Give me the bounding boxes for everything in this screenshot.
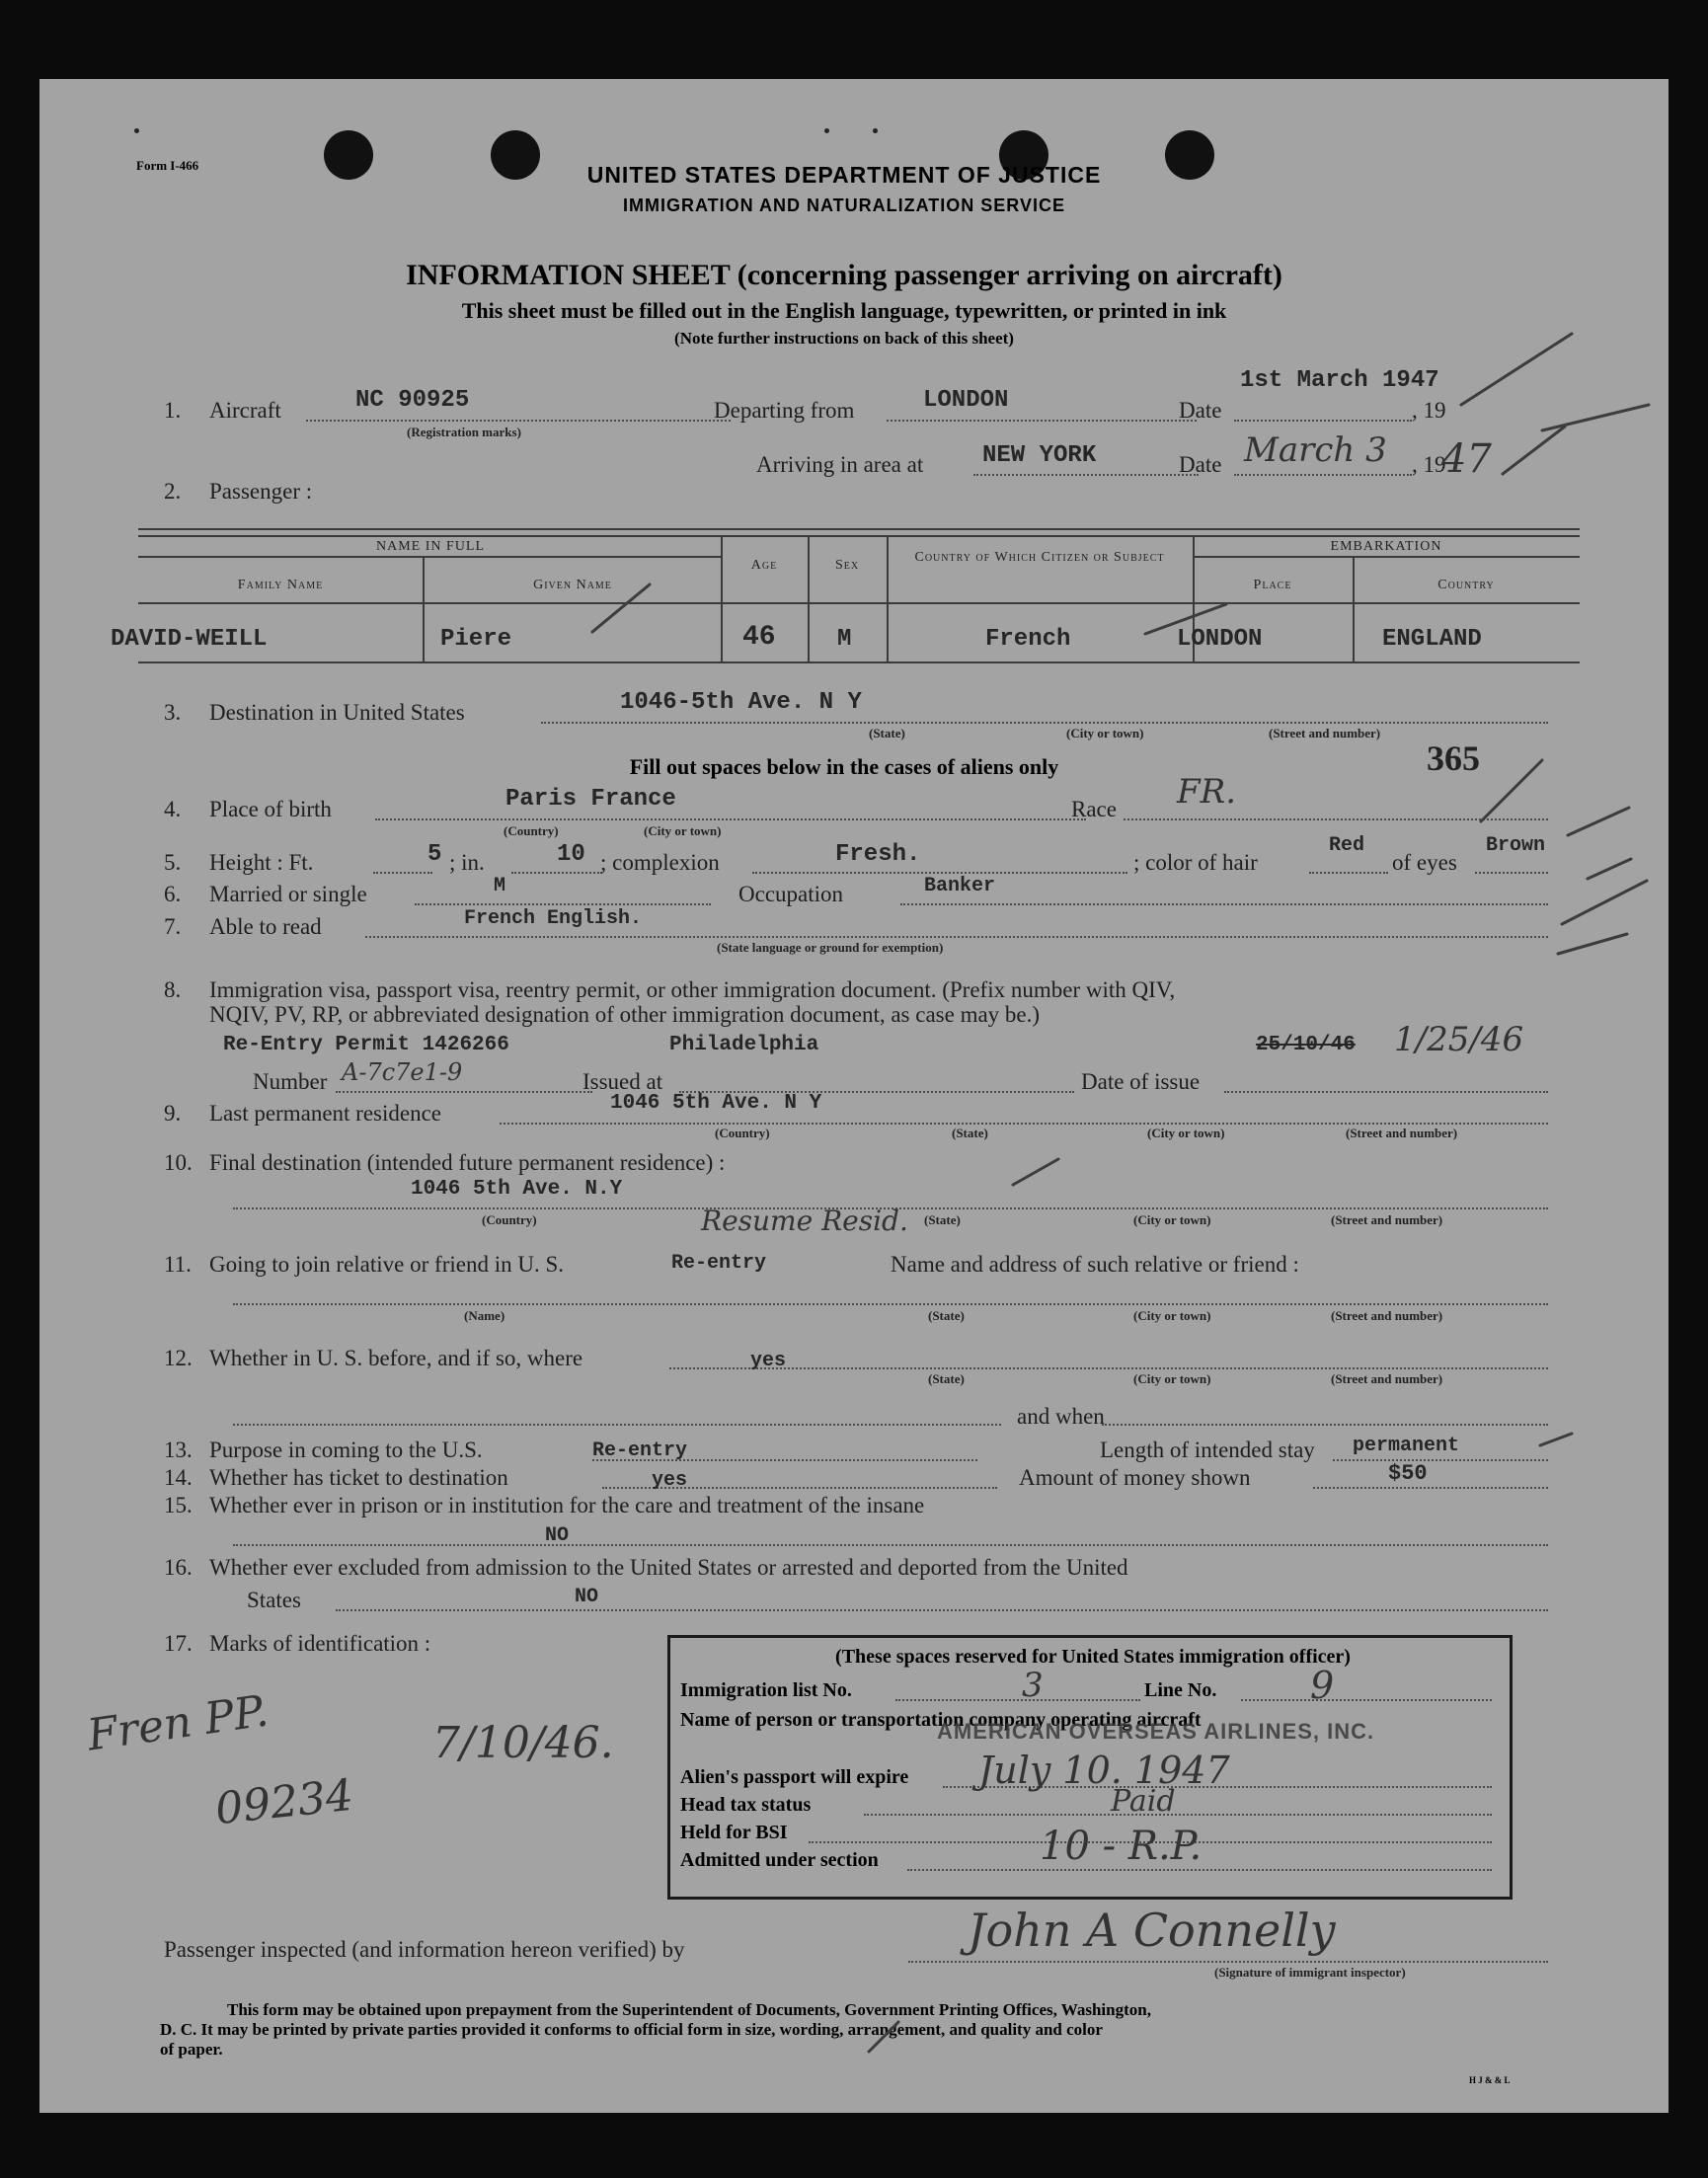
stay-line [1333, 1459, 1548, 1461]
residence-value: 1046 5th Ave. N Y [610, 1092, 822, 1115]
form-number: Form I-466 [136, 158, 199, 173]
departing-label: Departing from [714, 398, 855, 423]
head-tax-line [864, 1814, 1492, 1816]
departing-value: LONDON [923, 387, 1009, 414]
money-line [1313, 1487, 1548, 1489]
arriving-label: Arriving in area at [756, 452, 924, 477]
line-no-line [1241, 1699, 1492, 1701]
table-divider [1353, 556, 1355, 661]
stay-value: permanent [1353, 1435, 1460, 1457]
hair-line [1309, 872, 1388, 874]
speck [873, 128, 878, 133]
given-name-value: Piere [440, 626, 512, 653]
hair-label: ; color of hair [1133, 850, 1258, 875]
caption-street: (Street and number) [1346, 1126, 1458, 1140]
date-suffix: , 19 [1412, 398, 1446, 423]
item-number: 2. [164, 479, 182, 504]
occupation-line [900, 903, 1548, 905]
before-value: yes [750, 1350, 787, 1372]
form-sheet [39, 79, 1669, 2113]
passenger-label: Passenger : [209, 479, 313, 504]
caption-street: (Street and number) [1331, 1371, 1443, 1386]
speck [824, 128, 829, 133]
item-number: 11. [164, 1252, 192, 1277]
number-line [336, 1091, 592, 1093]
name-in-full-header: NAME IN FULL [376, 539, 485, 554]
table-rule [138, 602, 1580, 604]
race-value: FR. [1177, 772, 1236, 812]
inches-label: ; in. [449, 850, 485, 875]
residence-line [500, 1123, 1548, 1125]
date-value: 1st March 1947 [1240, 367, 1439, 394]
date2-year: 47 [1441, 436, 1492, 482]
caption-state: (State) [869, 726, 905, 740]
caption-street: (Street and number) [1331, 1308, 1443, 1323]
punch-hole [324, 130, 373, 180]
residence-label: Last permanent residence [209, 1101, 441, 1126]
ticket-label: Whether has ticket to destination [209, 1465, 508, 1490]
table-divider [808, 535, 810, 661]
arriving-value: NEW YORK [982, 442, 1097, 469]
caption-state: (State) [928, 1308, 965, 1323]
marks-label: Marks of identification : [209, 1631, 431, 1656]
complexion-label: ; complexion [600, 850, 720, 875]
read-line [365, 936, 1548, 938]
hair-value: Red [1329, 834, 1365, 857]
purpose-label: Purpose in coming to the U.S. [209, 1438, 483, 1462]
item-number: 17. [164, 1631, 193, 1656]
feet-value: 5 [427, 841, 442, 868]
caption-state: (State) [928, 1371, 965, 1386]
item-number: 10. [164, 1150, 193, 1175]
table-divider [423, 556, 425, 661]
item-number: 8. [164, 977, 182, 1002]
caption-city: (City or town) [644, 823, 722, 838]
feet-line [373, 872, 432, 874]
visa-place-value: Philadelphia [669, 1034, 819, 1056]
sex-header: Sex [834, 558, 860, 573]
head-tax-label: Head tax status [680, 1794, 812, 1816]
table-divider [721, 535, 723, 661]
caption-street: (Street and number) [1269, 726, 1381, 740]
side-number: 365 [1427, 739, 1480, 778]
date2-suffix: , 19 [1412, 452, 1446, 477]
destination-line [541, 722, 1548, 724]
sex-value: M [837, 626, 852, 653]
date-label: Date [1179, 398, 1222, 423]
before-line2 [233, 1424, 1001, 1426]
citizen-header: Country of Which Citizen or Subject [914, 550, 1165, 565]
purpose-value: Re-entry [592, 1439, 688, 1462]
item-number: 5. [164, 850, 182, 875]
married-line [415, 903, 711, 905]
married-value: M [494, 875, 506, 897]
transport-label: Name of person or transportation company operating aircraft [680, 1709, 1202, 1731]
date2-value: March 3 [1244, 430, 1387, 470]
table-rule [1193, 556, 1580, 558]
embarkation-place-value: LONDON [1177, 626, 1263, 653]
passport-label: Alien's passport will expire [680, 1766, 909, 1788]
given-name-header: Given Name [533, 578, 612, 592]
aircraft-label: Aircraft [209, 398, 281, 423]
printer-mark: H J & & L [1469, 2075, 1511, 2085]
item-number: 9. [164, 1101, 182, 1126]
complexion-value: Fresh. [835, 841, 921, 868]
transport-stamp: AMERICAN OVERSEAS AIRLINES, INC. [937, 1719, 1375, 1744]
signature: John A Connelly [968, 1904, 1336, 1957]
eyes-line [1475, 872, 1548, 874]
table-rule [138, 528, 1580, 530]
visa-doc-value: Re-Entry Permit 1426266 [223, 1034, 509, 1056]
excluded-value: NO [575, 1586, 599, 1608]
line-no-label: Line No. [1144, 1679, 1217, 1701]
caption-name: (Name) [464, 1308, 505, 1323]
list-value: 3 [1022, 1666, 1044, 1705]
bsi-label: Held for BSI [680, 1822, 788, 1843]
race-line [1124, 818, 1548, 820]
aircraft-value: NC 90925 [355, 387, 470, 414]
excluded-line [336, 1609, 1548, 1611]
race-label: Race [1071, 797, 1117, 821]
number-label: Number [253, 1069, 328, 1094]
item-number: 13. [164, 1438, 193, 1462]
officer-heading: (These spaces reserved for United States immigration officer) [835, 1646, 1351, 1668]
read-caption: (State language or ground for exemption) [717, 940, 944, 955]
age-header: Age [750, 558, 778, 573]
issue-date-label: Date of issue [1081, 1069, 1201, 1094]
stay-label: Length of intended stay [1100, 1438, 1315, 1462]
inspected-label: Passenger inspected (and information hereon verified) by [164, 1937, 685, 1962]
table-divider [887, 535, 889, 661]
destination-label: Destination in United States [209, 700, 465, 725]
punch-hole [1165, 130, 1214, 180]
list-line [895, 1699, 1140, 1701]
visa-line2: NQIV, PV, RP, or abbreviated designation of other immigration document, as case may be.) [209, 1002, 1041, 1027]
money-label: Amount of money shown [1019, 1465, 1251, 1490]
prison-value: NO [545, 1524, 570, 1547]
line-no-value: 9 [1310, 1664, 1335, 1707]
excluded-line1: Whether ever excluded from admission to the United States or arrested and deported from the United [209, 1555, 1128, 1580]
caption-street: (Street and number) [1331, 1212, 1443, 1227]
issue-date-line [1224, 1091, 1548, 1093]
signature-caption: (Signature of immigrant inspector) [1214, 1965, 1406, 1980]
married-label: Married or single [209, 882, 367, 906]
departing-line [887, 420, 1197, 422]
item-number: 3. [164, 700, 182, 725]
sheet-note: (Note further instructions on back of this sheet) [674, 329, 1014, 348]
family-name-header: Family Name [237, 578, 324, 592]
officer-box [667, 1635, 1513, 1900]
footer-line2: D. C. It may be printed by private parties provided it conforms to official form in size, wording, arrangement, and quality and color [160, 2020, 1103, 2039]
destination-value: 1046-5th Ave. N Y [620, 689, 862, 716]
family-name-value: DAVID-WEILL [111, 626, 268, 653]
date-line [1234, 420, 1412, 422]
when-line [1102, 1424, 1548, 1426]
complexion-line [752, 872, 1127, 874]
admitted-value: 10 - R.P. [1040, 1824, 1203, 1869]
visa-date-value: 25/10/46 [1256, 1034, 1356, 1056]
join-value: Re-entry [671, 1252, 767, 1275]
final-destination-value: 1046 5th Ave. N.Y [411, 1178, 623, 1201]
item-number: 14. [164, 1465, 193, 1490]
admitted-label: Admitted under section [680, 1849, 879, 1871]
admitted-line [907, 1869, 1492, 1871]
marks-handwritten3: 7/10/46. [432, 1718, 614, 1768]
inches-value: 10 [557, 841, 585, 868]
join-label2: Name and address of such relative or friend : [891, 1252, 1299, 1277]
read-value: French English. [464, 907, 643, 930]
punch-hole [491, 130, 540, 180]
age-value: 46 [742, 622, 776, 653]
department-title: UNITED STATES DEPARTMENT OF JUSTICE [586, 162, 1102, 188]
before-label: Whether in U. S. before, and if so, where [209, 1346, 583, 1370]
caption-city: (City or town) [1133, 1371, 1211, 1386]
caption-state: (State) [952, 1126, 988, 1140]
arriving-line [973, 474, 1199, 476]
footer-line1: This form may be obtained upon prepayment from the Superintendent of Documents, Government Printing Offices, Washington, [227, 2000, 1151, 2019]
item-number: 6. [164, 882, 182, 906]
service-title: IMMIGRATION AND NATURALIZATION SERVICE [623, 195, 1065, 215]
eyes-label: of eyes [1392, 850, 1457, 875]
ticket-value: yes [652, 1469, 688, 1492]
birthplace-value: Paris France [505, 786, 676, 813]
number-value: A-7c7e1-9 [342, 1058, 463, 1086]
final-destination-note: Resume Resid. [701, 1205, 908, 1237]
list-label: Immigration list No. [680, 1679, 852, 1701]
money-value: $50 [1388, 1461, 1428, 1486]
marks-handwritten1: Fren PP. [84, 1685, 272, 1761]
date2-label: Date [1179, 452, 1222, 477]
place-header: Place [1253, 578, 1292, 592]
when-label: and when [1017, 1404, 1105, 1429]
embarkation-header: EMBARKATION [1330, 539, 1442, 554]
caption-city: (City or town) [1147, 1126, 1225, 1140]
signature-line [908, 1961, 1548, 1963]
aircraft-line [306, 420, 731, 422]
marks-handwritten2: 09234 [212, 1769, 356, 1835]
birthplace-label: Place of birth [209, 797, 332, 821]
aliens-heading: Fill out spaces below in the cases of aliens only [629, 754, 1059, 779]
caption-city: (City or town) [1133, 1308, 1211, 1323]
final-destination-label: Final destination (intended future permanent residence) : [209, 1150, 726, 1175]
caption-country: (Country) [504, 823, 559, 838]
emb-country-header: Country [1437, 578, 1495, 592]
item-number: 1. [164, 398, 182, 423]
occupation-label: Occupation [738, 882, 844, 906]
caption-city: (City or town) [1133, 1212, 1211, 1227]
item-number: 4. [164, 797, 182, 821]
eyes-value: Brown [1486, 834, 1546, 857]
passport-value: July 10. 1947 [978, 1749, 1230, 1792]
read-label: Able to read [209, 914, 322, 939]
table-rule [138, 535, 1580, 537]
visa-line1: Immigration visa, passport visa, reentry permit, or other immigration document. (Prefix number with QIV, [209, 977, 1176, 1002]
before-line [669, 1367, 1548, 1369]
sheet-title: INFORMATION SHEET (concerning passenger arriving on aircraft) [406, 259, 1282, 291]
birthplace-line [375, 818, 1086, 820]
embarkation-country-value: ENGLAND [1382, 626, 1482, 653]
item-number: 12. [164, 1346, 193, 1370]
table-rule [138, 556, 721, 558]
footer-line3: of paper. [160, 2040, 223, 2059]
sheet-subtitle: This sheet must be filled out in the English language, typewritten, or printed in ink [461, 298, 1227, 323]
issued-label: Issued at [582, 1069, 663, 1094]
speck [134, 128, 139, 133]
join-label: Going to join relative or friend in U. S. [209, 1252, 564, 1277]
item-number: 7. [164, 914, 182, 939]
citizen-value: French [985, 626, 1071, 653]
caption-city: (City or town) [1066, 726, 1144, 740]
item-number: 15. [164, 1493, 193, 1517]
occupation-value: Banker [924, 875, 996, 897]
date2-line [1234, 474, 1412, 476]
height-label: Height : Ft. [209, 850, 314, 875]
caption-state: (State) [924, 1212, 961, 1227]
head-tax-value: Paid [1111, 1784, 1176, 1819]
inches-line [511, 872, 602, 874]
visa-date-handwritten: 1/25/46 [1394, 1020, 1524, 1059]
item-number: 16. [164, 1555, 193, 1580]
table-rule [138, 661, 1580, 663]
caption-country: (Country) [482, 1212, 537, 1227]
join-line [233, 1303, 1548, 1305]
prison-label: Whether ever in prison or in institution for the care and treatment of the insane [209, 1493, 925, 1517]
registration-caption: (Registration marks) [407, 425, 521, 439]
excluded-line2: States [247, 1588, 301, 1612]
prison-line [233, 1544, 1548, 1546]
caption-country: (Country) [715, 1126, 770, 1140]
